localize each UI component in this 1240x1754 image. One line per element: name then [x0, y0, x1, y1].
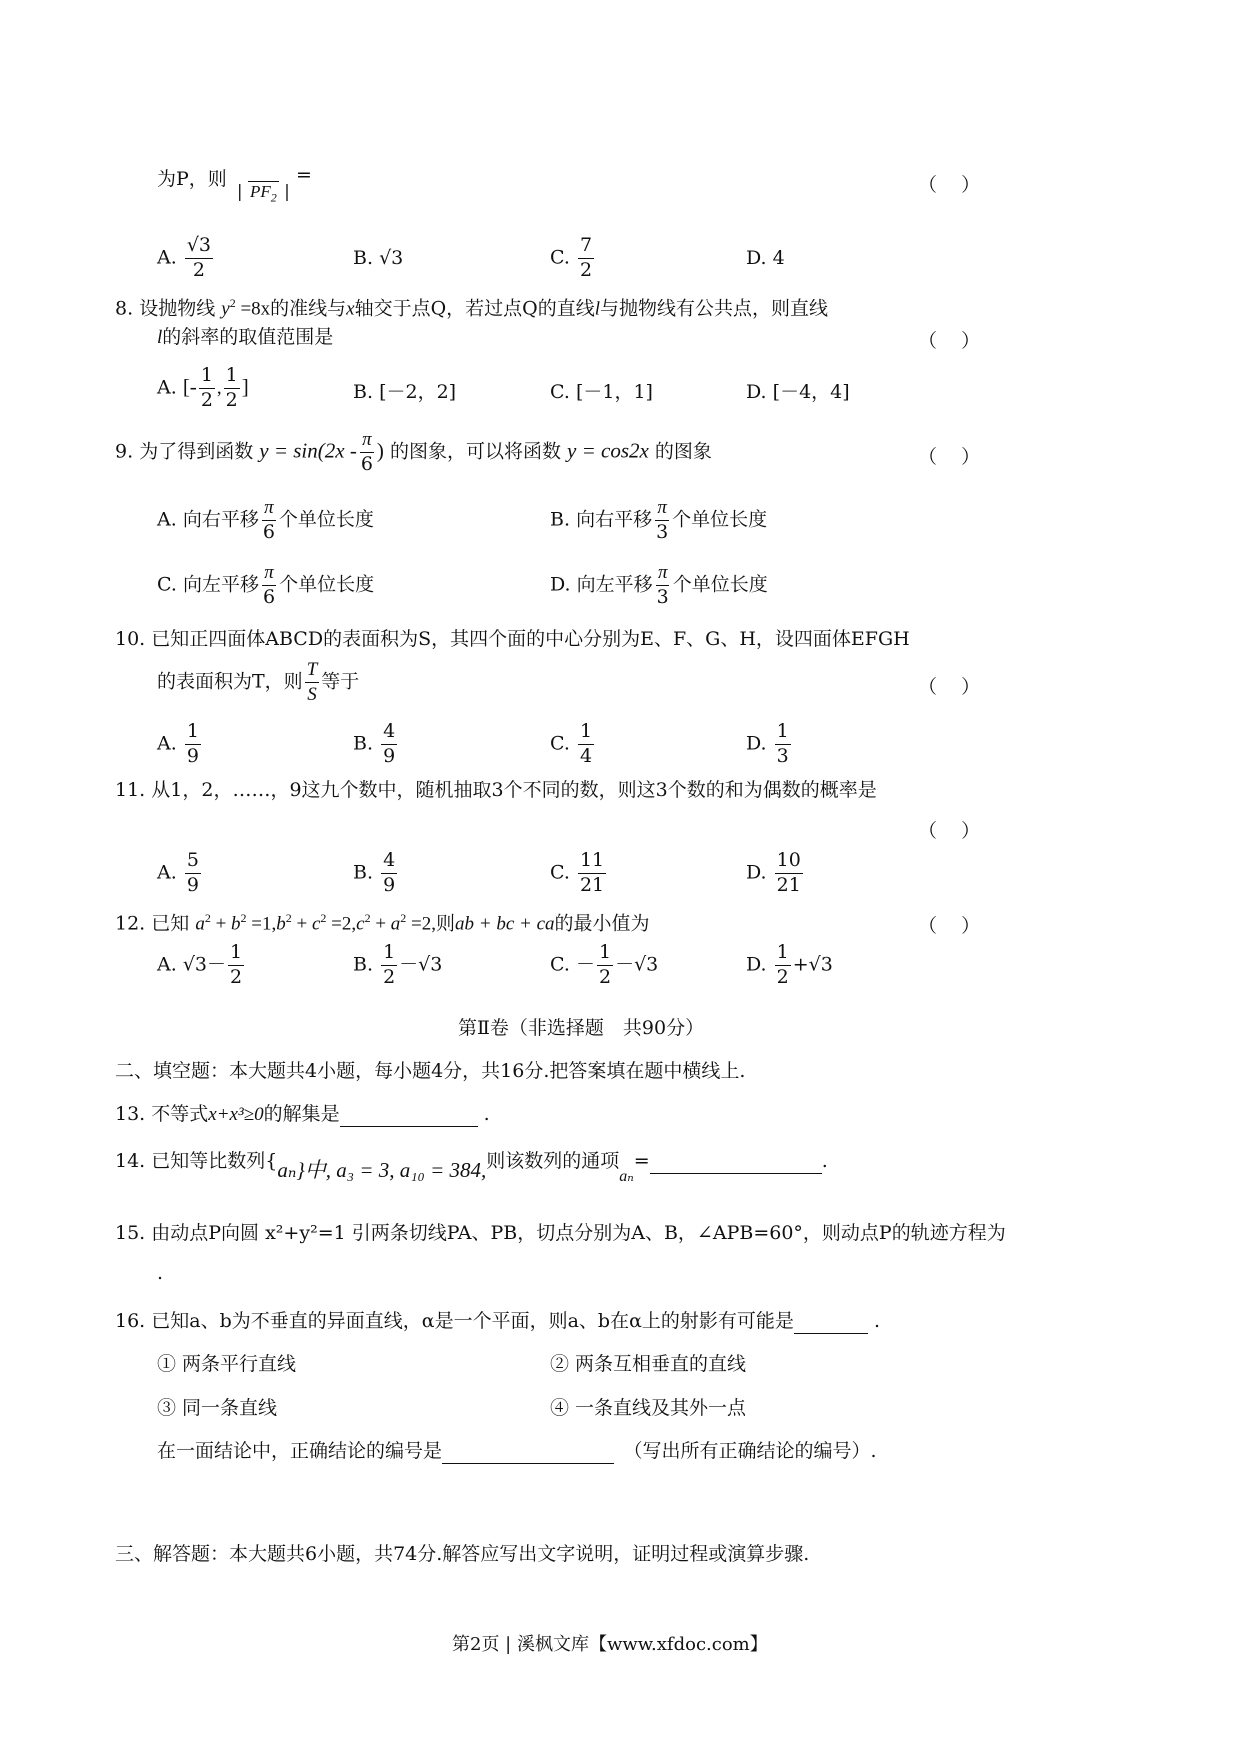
q9-answer-paren: （ ）	[918, 446, 981, 468]
q8-option-a: A. [- $\frac{1}{2}$ , $\frac{1}{2}$ ]	[157, 364, 249, 411]
q8-option-c: C. [－1，1]	[550, 381, 653, 403]
q16-conclusion: 在一面结论中，正确结论的编号是 （写出所有正确结论的编号）.	[157, 1440, 877, 1462]
q10-line1: 10. 已知正四面体ABCD的表面积为S，其四个面的中心分别为E、F、G、H，设四面体EFGH	[115, 628, 910, 650]
q9-option-a: A. 向右平移 $\frac{\pi}{6}$ 个单位长度	[157, 497, 374, 543]
q8-option-d: D. [－4，4]	[746, 381, 850, 403]
q11-answer-paren: （ ）	[918, 820, 981, 842]
q12-line1: 12. 已知 $a^2 + b^2 =1,b^2 + c^2 =2,c^2 + a^2 =2$,则ab + bc + ca的最小值为	[115, 911, 650, 935]
q11-line1: 11. 从1，2，……，9这九个数中，随机抽取3个不同的数，则这3个数的和为偶数的概率是	[115, 779, 877, 801]
q9-line1: 9. 为了得到函数 y = sin(2x - $\frac{\pi}{6}$ ) 的图象，可以将函数 y = cos2x 的图象	[115, 429, 712, 475]
q13-answer-blank[interactable]	[340, 1103, 478, 1127]
q12-answer-paren: （ ）	[918, 915, 981, 937]
part2-title: 第Ⅱ卷（非选择题 共90分）	[458, 1017, 705, 1039]
q12-option-b: B. $\frac{1}{2}$ －√3	[353, 941, 443, 988]
q12-option-c: C. － $\frac{1}{2}$ －√3	[550, 941, 659, 988]
q10-option-a: A. $\frac{1}{9}$	[157, 720, 199, 767]
q11-option-b: B. $\frac{4}{9}$	[353, 849, 396, 896]
q10-option-b: B. $\frac{4}{9}$	[353, 720, 396, 767]
q9-option-b: B. 向右平移 $\frac{\pi}{3}$ 个单位长度	[550, 497, 768, 543]
q16-item-2: ② 两条互相垂直的直线	[550, 1353, 747, 1375]
q13-line: 13. 不等式x+x³≥0的解集是 .	[115, 1103, 490, 1125]
q9-option-d: D. 向左平移 $\frac{\pi}{3}$ 个单位长度	[550, 562, 768, 608]
q15-line: 15. 由动点P向圆 x²+y²=1 引两条切线PA、PB，切点分别为A、B，∠APB=60°，则动点P的轨迹方程为	[115, 1222, 1006, 1244]
q16-line: 16. 已知a、b为不垂直的异面直线，α是一个平面，则a、b在α上的射影有可能是 .	[115, 1310, 881, 1332]
q10-answer-paren: （ ）	[918, 676, 981, 698]
q14-line: 14. 已知等比数列{aₙ}中, a₃ = 3, a₁₀ = 384,则该数列的通项$_{a_n}$= .	[115, 1150, 828, 1185]
q7-option-d: D. 4	[746, 247, 785, 269]
q12-option-a: A. √3－ $\frac{1}{2}$	[157, 941, 243, 988]
q10-option-d: D. $\frac{1}{3}$	[746, 720, 789, 767]
q8-line2: l的斜率的取值范围是	[157, 326, 334, 348]
page-footer: 第2页 | 溪枫文库【www.xfdoc.com】	[452, 1634, 768, 1655]
q8-option-b: B. [－2，2]	[353, 381, 457, 403]
q16-item-3: ③ 同一条直线	[157, 1397, 278, 1419]
q12-option-d: D. $\frac{1}{2}$ +√3	[746, 941, 833, 988]
q8-line1: 8. 设抛物线 $y^2 =8x$的准线与x轴交于点Q，若过点Q的直线l与抛物线有公共点，则直线	[115, 296, 829, 320]
q7-stem-line	[157, 164, 312, 205]
q7-answer-paren: （ ）	[918, 174, 981, 196]
q16-item-1: ① 两条平行直线	[157, 1353, 297, 1375]
q16-conclusion-blank[interactable]	[442, 1440, 614, 1464]
q10-option-c: C. $\frac{1}{4}$	[550, 720, 593, 767]
q11-option-a: A. $\frac{5}{9}$	[157, 849, 199, 896]
q7-stem: 为P，则	[157, 168, 227, 190]
q16-item-4: ④ 一条直线及其外一点	[550, 1397, 747, 1419]
q10-line2: 的表面积为T，则 $\frac{T}{S}$ 等于	[157, 659, 360, 705]
section3-heading: 三、解答题：本大题共6小题，共74分.解答应写出文字说明，证明过程或演算步骤.	[115, 1543, 810, 1565]
q7-option-b: B. √3	[353, 247, 404, 269]
q16-answer-blank[interactable]	[794, 1310, 868, 1334]
q7-option-c: C. $\frac{7}{2}$	[550, 234, 593, 281]
section2-heading: 二、填空题：本大题共4小题，每小题4分，共16分.把答案填在题中横线上.	[115, 1060, 746, 1082]
q14-answer-blank[interactable]	[650, 1150, 822, 1174]
q8-answer-paren: （ ）	[918, 330, 981, 352]
q7-eq: =	[295, 164, 312, 186]
q7-option-a: A. $\frac{√3}{2}$	[157, 234, 212, 281]
q11-option-c: C. $\frac{11}{21}$	[550, 849, 605, 896]
q15-end: .	[157, 1262, 164, 1284]
q7-vector: | $PF_2$ |	[236, 182, 290, 205]
q11-option-d: D. $\frac{10}{21}$	[746, 849, 801, 896]
q9-option-c: C. 向左平移 $\frac{\pi}{6}$ 个单位长度	[157, 562, 375, 608]
